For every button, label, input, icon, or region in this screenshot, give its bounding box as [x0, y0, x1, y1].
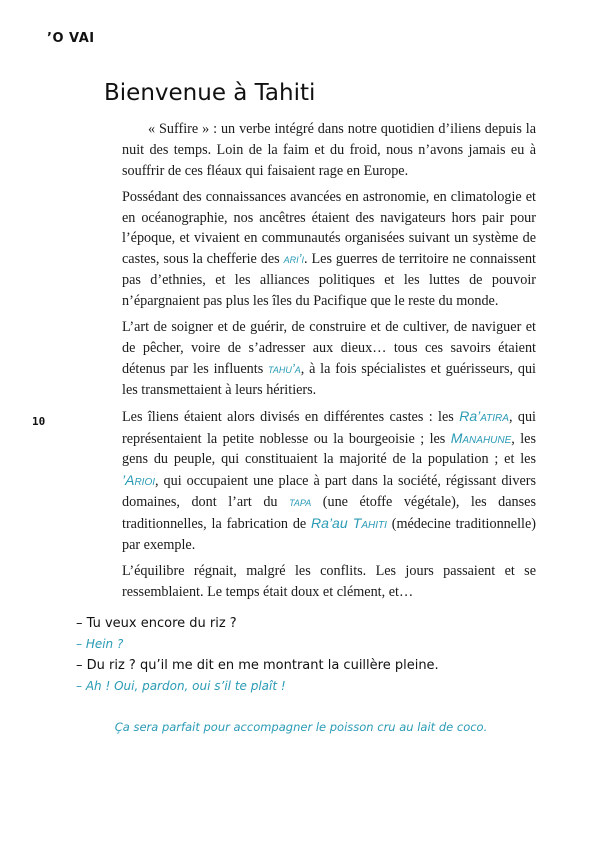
paragraph-3-text-b: , à la fois spécialistes et guérisseurs, qui les transmettaient à leurs héritiers.	[122, 360, 536, 398]
dialogue-line-2: – Hein ?	[76, 637, 124, 651]
paragraph-2	[122, 187, 536, 312]
term-arii: ari’i	[283, 251, 305, 267]
paragraph-4-text-c: , les gens du peuple, qui constituaient la majorité de la population ; et les	[122, 430, 536, 468]
term-arioi-initial: ’A	[122, 472, 135, 489]
term-arioi	[122, 472, 155, 488]
term-manahune-initial: M	[450, 429, 463, 446]
paragraph-2-text-b: . Les guerres de territoire ne connaissent pas d’ethnies, et les alliances politiques et les luttes de pouvoir n’épargnaient pas plus les îles du Pacifique que le reste du monde.	[122, 251, 536, 309]
term-raatira-rest: atira	[480, 407, 509, 424]
term-arioi-rest: rioi	[134, 472, 156, 489]
body-text	[122, 119, 536, 608]
dialogue-line-3: – Du riz ? qu’il me dit en me montrant la cuillère pleine.	[76, 658, 439, 673]
paragraph-3-text-a: L’art de soigner et de guérir, de construire et de cultiver, de naviguer et de pêcher, voire de s’adresser aux dieux… tous ces savoirs étaient détenus par les influents	[122, 319, 536, 377]
dialogue-block	[76, 614, 439, 698]
line-number: 10	[32, 415, 46, 428]
paragraph-2-text-a: Possédant des connaissances avancées en astronomie, en climatologie et en océanographie, nos ancêtres étaient des navigateurs hors pair pour l’époque, et vivaient en communautés organisées suivant un système de castes, sous la chefferie des	[122, 188, 536, 268]
book-title-header: ’O VAI	[47, 31, 95, 46]
paragraph-3	[122, 317, 536, 400]
paragraph-5: L’équilibre régnait, malgré les conflits. Les jours passaient et se ressemblaient. Le temps était doux et clément, et…	[122, 562, 536, 600]
paragraph-4	[122, 406, 536, 556]
dialogue-line-1: – Tu veux encore du riz ?	[76, 616, 237, 631]
paragraph-4-text-b: , qui représentaient la petite noblesse ou la bourgeoisie ; les	[122, 408, 536, 447]
term-raau-tahiti	[311, 515, 387, 531]
page-title: Bienvenue à Tahiti	[104, 80, 316, 106]
term-tapa: tapa	[289, 494, 312, 510]
term-raau-tahiti-rest: ahiti	[361, 514, 387, 531]
term-tahua: tahu’a	[268, 360, 301, 376]
paragraph-4-text-e: (une étoffe végétale), les danses traditionnelles, la fabrication de	[122, 494, 536, 532]
paragraph-1: « Suffire » : un verbe intégré dans notre quotidien d’iliens depuis la nuit des temps. Loin de la faim et du froid, nous n’avons jamais eu à souffrir de ces fléaux qui faisaient rage en Europe.	[122, 121, 536, 179]
term-manahune	[451, 430, 512, 446]
paragraph-4-text-f: (médecine traditionnelle) par exemple.	[122, 515, 536, 553]
paragraph-4-text-a: Les îliens étaient alors divisés en différentes castes : les	[122, 408, 460, 425]
dialogue-line-4: – Ah ! Oui, pardon, oui s’il te plaît !	[76, 679, 286, 693]
paragraph-4-text-d: , qui occupaient une place à part dans la société, régissant divers domaines, dont l’art du	[122, 473, 536, 511]
term-raatira-initial: Ra’	[459, 407, 481, 424]
term-raatira	[459, 408, 509, 424]
caption-note: Ça sera parfait pour accompagner le poisson cru au lait de coco.	[114, 720, 488, 734]
term-raau-tahiti-initial: Ra’au T	[311, 514, 362, 531]
term-manahune-rest: anahune	[462, 429, 512, 446]
